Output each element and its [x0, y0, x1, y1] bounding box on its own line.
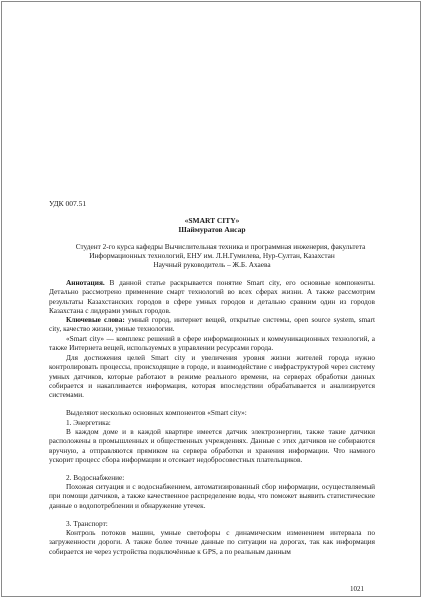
item-water-text: Похожая ситуация и с водоснабжением, автоматизированный сбор информации, осуществляемый при помощи датчиков, а также качественное распределение воды, что поможет выявить статистические данные о водопотреблении и обнаружение утечек.	[49, 482, 375, 510]
keywords-text: умный город, интернет вещей, открытые системы, open source system, smart city, качество жизни, умные технологии.	[49, 315, 375, 334]
keywords-label: Ключевые слова:	[66, 315, 125, 324]
abstract-label: Аннотация.	[66, 278, 105, 287]
document-page	[49, 0, 375, 600]
author-name: Шаймуратов Ансар	[178, 225, 246, 234]
abstract	[49, 278, 375, 315]
item-energy-text: В каждом доме и в каждой квартире имеется датчик электроэнергии, также такие датчики расположены в промышленных и общественных учреждениях. Данные с этих датчиков не собираются вручную, а отправляются прямиком на сервера обработки и хранения информации. Что намного ускорит процесс сбора информации и отсекает недобросовестных плательщиков.	[49, 427, 375, 464]
item-transport-title: 3. Транспорт:	[66, 519, 108, 528]
paragraph-goals: Для достижения целей Smart city и увеличения уровня жизни жителей города нужно контролировать процессы, происходящие в городе, и взаимодействие с инфраструктурой через систему умных датчиков, которые работают в режиме реального времени, на серверах обработки данных собирается и накапливается информация, которая впоследствии обрабатывается и анализируется системами.	[49, 353, 375, 400]
item-energy-title: 1. Энергетика:	[66, 418, 111, 427]
keywords	[49, 315, 375, 334]
abstract-text: В данной статье раскрывается понятие Smart city, его основные компоненты. Детально рассмотрено применение смарт технологий во всех сферах жизни. А также рассмотрим результаты Казахстанских городов в сфере умных городов и детально сравним один из городов Казахстана с лидерами умных городов.	[49, 278, 375, 315]
page-number: 1021	[350, 585, 364, 593]
udk-code: УДК 007.51	[49, 199, 87, 208]
item-transport-text: Контроль потоков машин, умные светофоры с динамическим изменением интервала по загруженности дороги. А также более точные данные по ситуации на дорогах, так как информация собирается не через устройства подключённые к GPS, а по реальным данным	[49, 528, 375, 556]
article-title: «SMART CITY»	[184, 216, 240, 225]
paragraph-components: Выделяют несколько основных компонентов «Smart city»:	[66, 408, 247, 417]
affiliation: Студент 2-го курса кафедры Вычислительная техника и программная инженерия, факультета Информационных технологий, ЕНУ им. Л.Н.Гумилева, Нур-Султан, Казахстан	[75, 242, 366, 261]
supervisor: Научный руководитель – Ж.Б. Ахаева	[153, 260, 271, 269]
paragraph-smart-city: «Smart city» — комплекс решений в сфере информационных и коммуникационных технологий, а также Интернета вещей, используемых в управлении ресурсами города.	[49, 334, 375, 353]
item-water-title: 2. Водоснабжение:	[66, 473, 125, 482]
